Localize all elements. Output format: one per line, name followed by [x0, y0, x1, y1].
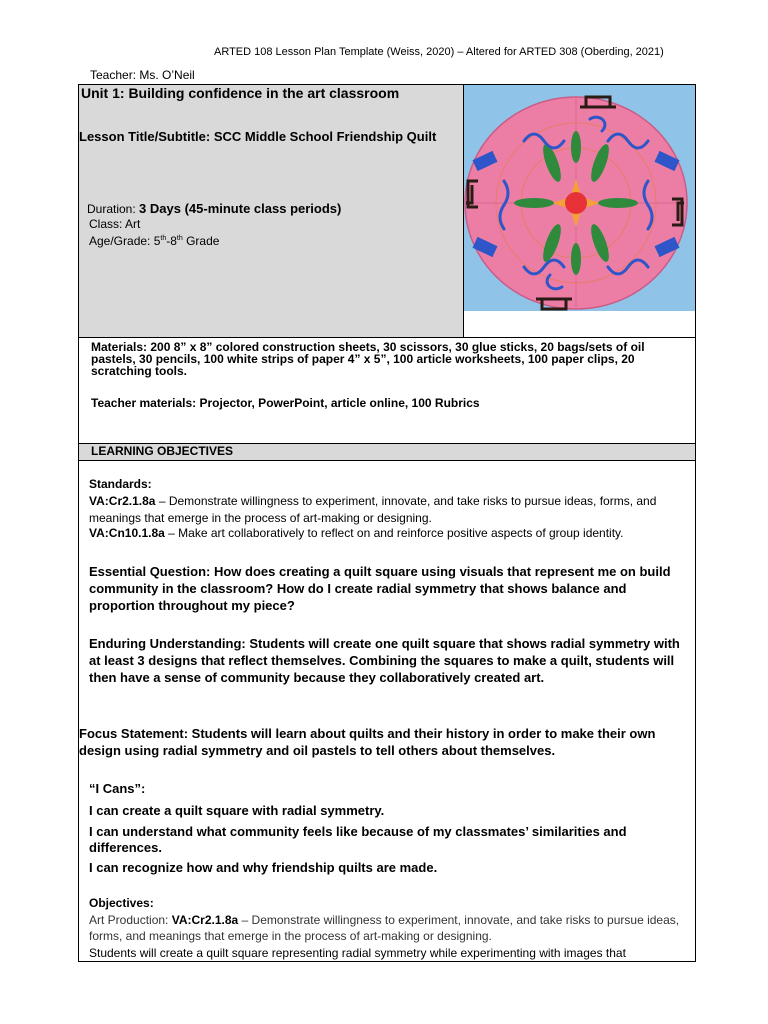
header-note: ARTED 108 Lesson Plan Template (Weiss, 2020) – Altered for ARTED 308 (Oberding, 2021) [214, 46, 664, 58]
standard-2-text: – Make art collaboratively to reflect on and reinforce positive aspects of group identity. [164, 526, 624, 540]
objectives-body [79, 461, 695, 962]
age-sup-1: th [160, 235, 167, 242]
materials-row [79, 338, 695, 444]
duration-value: 3 Days (45-minute class periods) [139, 201, 342, 216]
enduring-understanding: Enduring Understanding: Students will create one quilt square that shows radial symmetry with at least 3 designs that reflect themselves. Combining the squares to make a quilt, students will then have a sense of community because they collaboratively created art. [89, 636, 680, 685]
objective-prefix: Art Production: [89, 913, 172, 927]
age-label: Age/Grade: 5 [89, 234, 161, 248]
lesson-plan-table [78, 84, 696, 962]
teacher-name: Teacher: Ms. O’Neil [90, 68, 195, 82]
teacher-materials-text: Teacher materials: Projector, PowerPoint, article online, 100 Rubrics [91, 396, 480, 410]
materials-text: Materials: 200 8” x 8” colored construction sheets, 30 scissors, 30 glue sticks, 20 bags/sets of oil pastels, 30 pencils, 100 white strips of paper 4” x 5”, 100 article worksheets, 100 paper clips, 20 scratching tools. [91, 340, 645, 378]
i-can-1: I can create a quilt square with radial symmetry. [89, 803, 385, 818]
standard-2-code: VA:Cn10.1.8a [89, 526, 165, 540]
standard-2 [89, 526, 689, 540]
objectives-heading: Objectives: [89, 896, 154, 910]
standard-1-code: VA:Cr2.1.8a [89, 494, 156, 508]
essential-question: Essential Question: How does creating a quilt square using visuals that represent me on build community in the classroom? How do I create radial symmetry that shows balance and proportion throughout my piece? [89, 564, 671, 613]
objective-line-2: Students will create a quilt square representing radial symmetry while experimenting with images that [89, 946, 626, 960]
standards-heading: Standards: [89, 477, 152, 491]
age-mid: -8 [166, 234, 177, 248]
title-row [79, 85, 695, 338]
objective-art-production [89, 912, 689, 944]
duration [87, 201, 341, 216]
age-sup-2: th [176, 235, 183, 242]
table-bottom-border [78, 961, 696, 962]
learning-objectives-heading-row [79, 444, 695, 461]
quilt-image-cell [464, 85, 695, 337]
i-can-2: I can understand what community feels like because of my classmates’ similarities and differences. [89, 824, 627, 855]
duration-label: Duration: [87, 202, 136, 216]
objective-code: VA:Cr2.1.8a [171, 913, 239, 927]
learning-objectives-heading: LEARNING OBJECTIVES [91, 444, 234, 458]
unit-title: Unit 1: Building confidence in the art classroom [81, 85, 400, 101]
standard-1-text: – Demonstrate willingness to experiment, innovate, and take risks to pursue ideas, forms, and meanings that emerge in the process of art-making or designing. [89, 494, 657, 525]
quilt-square-image [464, 85, 695, 337]
class-line: Class: Art [89, 217, 141, 231]
i-can-3: I can recognize how and why friendship quilts are made. [89, 860, 438, 875]
focus-statement: Focus Statement: Students will learn about quilts and their history in order to make their own design using radial symmetry and oil pastels to tell others about themselves. [79, 726, 656, 758]
objective-text: – Demonstrate willingness to experiment, innovate, and take risks to pursue ideas, forms, and meanings that emerge in the process of art-making or designing. [89, 913, 680, 943]
age-grade [89, 234, 219, 248]
standard-1 [89, 493, 689, 527]
i-cans-heading: “I Cans”: [89, 781, 146, 796]
age-tail: Grade [182, 234, 220, 248]
title-cell [79, 85, 464, 337]
lesson-title: Lesson Title/Subtitle: SCC Middle School Friendship Quilt [79, 129, 437, 144]
